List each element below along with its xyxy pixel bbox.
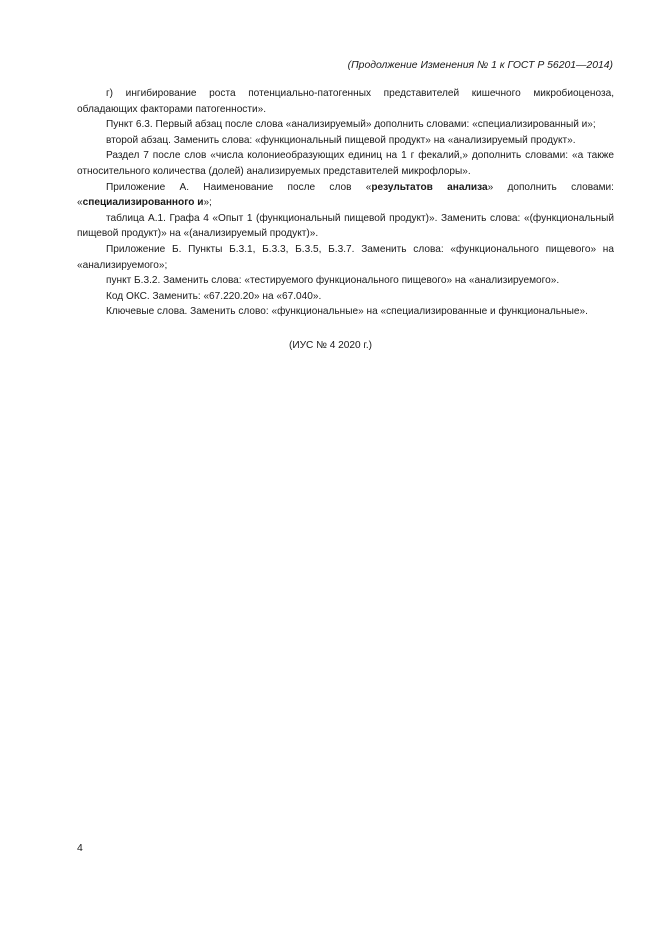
paragraph-5-part-c: » дополнить словами: « bbox=[77, 181, 614, 209]
paragraph-5-part-a: Приложение А. Наименование после слов « bbox=[106, 181, 372, 193]
paragraph-7: Приложение Б. Пункты Б.3.1, Б.3.3, Б.3.5, Б.3.7. Заменить слова: «функционального пищевого» на «анализируемого»; bbox=[77, 243, 614, 271]
paragraph-3: второй абзац. Заменить слова: «функциональный пищевой продукт» на «анализируемый продукт». bbox=[106, 134, 576, 146]
paragraph-8: пункт Б.3.2. Заменить слова: «тестируемого функционального пищевого» на «анализируемого». bbox=[106, 275, 560, 287]
amendment-text bbox=[77, 86, 614, 320]
page-header: (Продолжение Изменения № 1 к ГОСТ Р 56201—2014) bbox=[347, 60, 613, 71]
paragraph-9: Код ОКС. Заменить: «67.220.20» на «67.040». bbox=[106, 290, 322, 302]
page-number: 4 bbox=[77, 843, 83, 854]
paragraph-4: Раздел 7 после слов «числа колониеобразующих единиц на 1 г фекалий,» дополнить словами: «а также относительного количества (долей) анализируемых представителей микрофлоры». bbox=[77, 150, 614, 177]
paragraph-6: таблица А.1. Графа 4 «Опыт 1 (функциональный пищевой продукт)». Заменить слова: «(функциональный пищевой продукт)» на «(анализируемый продукт)». bbox=[77, 212, 614, 240]
paragraph-5-bold-a: результатов анализа bbox=[371, 181, 488, 193]
paragraph-10: Ключевые слова. Заменить слово: «функциональные» на «специализированные и функциональные». bbox=[106, 306, 588, 318]
paragraph-2: Пункт 6.3. Первый абзац после слова «анализируемый» дополнить словами: «специализированный и»; bbox=[106, 119, 596, 131]
paragraph-5 bbox=[77, 180, 614, 211]
ius-reference: (ИУС № 4 2020 г.) bbox=[288, 340, 373, 351]
paragraph-5-bold-d: специализированного и bbox=[82, 197, 204, 209]
paragraph-5-part-e: »; bbox=[203, 197, 212, 209]
paragraph-1: г) ингибирование роста потенциально-патогенных представителей кишечного микробиоценоза, обладающих факторами патогенности». bbox=[77, 88, 614, 115]
